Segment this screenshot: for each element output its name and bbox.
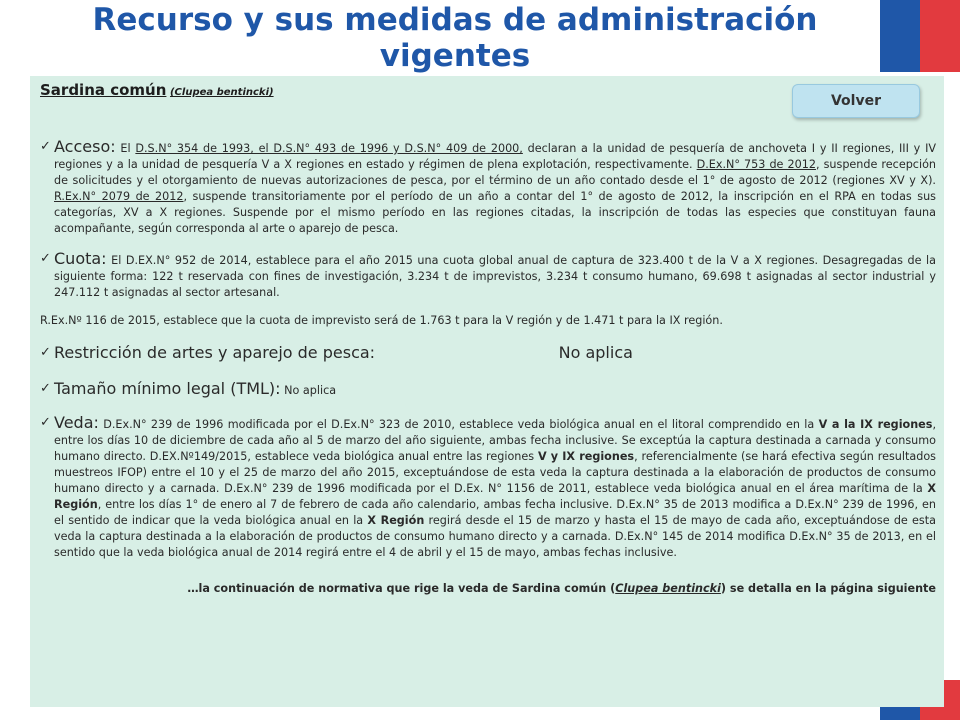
- check-icon: ✓: [40, 345, 51, 360]
- cuota-label: Cuota:: [54, 249, 107, 268]
- decree-link[interactable]: R.Ex.N° 2079 de 2012: [54, 190, 184, 203]
- decree-link[interactable]: D.S.N° 354 de 1993, el D.S.N° 493 de 1996 y D.S.N° 409 de 2000,: [135, 142, 523, 155]
- acceso-label: Acceso:: [54, 137, 116, 156]
- tml-section: ✓ Tamaño mínimo legal (TML): No aplica: [40, 379, 337, 398]
- continuation-note: …la continuación de normativa que rige la veda de Sardina común (Clupea bentincki) se detalla en la página siguiente: [187, 582, 936, 595]
- page-title: Recurso y sus medidas de administración vigentes: [92, 2, 818, 74]
- species-name: Sardina común: [40, 81, 167, 99]
- content-panel: [30, 76, 944, 707]
- check-icon: ✓: [40, 381, 51, 396]
- check-icon: ✓: [40, 139, 51, 154]
- decree-link[interactable]: D.Ex.N° 753 de 2012: [696, 158, 816, 171]
- veda-section: ✓ Veda: D.Ex.N° 239 de 1996 modificada por el D.Ex.N° 323 de 2010, establece veda biológica anual en el litoral comprendido en la V a la IX regiones, entre los días 10 de diciembre de cada año al 5 de marzo del año siguiente, ambas fecha inclusive. Se exceptúa la captura destinada a carnada y consumo humano directo. D.EX.Nº149/2015, establece veda biológica anual entre las regiones V y IX regiones, referencialmente (se hará efectiva según resultados muestreos IFOP) entre el 10 y el 25 de marzo del año 2015, exceptuándose de esta veda la captura destinada a la elaboración de productos de consumo humano directo y a carnada. D.Ex.N° 239 de 1996 modificada por el D.Ex. N° 1156 de 2011, establece veda biológica anual en el área marítima de la X Región, entre los días 1° de enero al 7 de febrero de cada año calendario, ambas fecha inclusive. D.Ex.N° 35 de 2013 modifica a D.Ex.N° 239 de 1996, en el sentido de indicar que la veda biológica anual en la X Región regirá desde el 15 de marzo y hasta el 15 de mayo de cada año, exceptuándose de esta veda la captura destinada a la elaboración de productos de consumo humano directo y a carnada. D.Ex.N° 145 de 2014 modifica D.Ex.N° 35 de 2013, en el sentido que la veda biológica anual de 2014 regirá entre el 4 de abril y el 15 de mayo, ambas fechas inclusive.: [40, 413, 936, 559]
- restriccion-value: No aplica: [558, 343, 633, 362]
- cuota-section: ✓ Cuota: El D.EX.N° 952 de 2014, establece para el año 2015 una cuota global anual de captura de 323.400 t de la V a X regiones. Desagregadas de la siguiente forma: 122 t reservada con fines de investigación, 3.234 t de imprevistos, 3.234 t consumo humano, 69.698 t asignadas al sector industrial y 247.112 t asignadas al sector artesanal.: [40, 249, 936, 299]
- species-scientific-name: (Clupea bentincki): [169, 87, 274, 98]
- restriccion-section: ✓ Restricción de artes y aparejo de pesca: No aplica: [40, 343, 633, 362]
- acceso-section: ✓ Acceso: El D.S.N° 354 de 1993, el D.S.N° 493 de 1996 y D.S.N° 409 de 2000, declaran a la unidad de pesquería de anchoveta I y II regiones, III y IV regiones y a la unidad de pesquería V a X regiones en estado y régimen de plena explotación, respectivamente. D.Ex.N° 753 de 2012, suspende recepción de solicitudes y el otorgamiento de nuevas autorizaciones de pesca, por el término de un año contado desde el 1° de agosto de 2012 (regiones XV y X). R.Ex.N° 2079 de 2012, suspende transitoriamente por el período de un año a contar del 1° de agosto de 2012, la inscripción en el RPA en todas sus categorías, XV a X regiones. Suspende por el mismo período en las regiones citadas, la inscripción de todas las especies que constituyan fauna acompañante, según corresponda al arte o aparejo de pesca.: [40, 137, 937, 235]
- volver-button[interactable]: Volver: [792, 84, 920, 118]
- check-icon: ✓: [40, 251, 51, 266]
- rex-note: R.Ex.Nº 116 de 2015, establece que la cuota de imprevisto será de 1.763 t para la V región y de 1.471 t para la IX región.: [40, 314, 723, 327]
- check-icon: ✓: [40, 415, 51, 430]
- veda-label: Veda:: [54, 413, 99, 432]
- flag-decoration-top: [880, 0, 960, 72]
- tml-value: No aplica: [284, 384, 337, 397]
